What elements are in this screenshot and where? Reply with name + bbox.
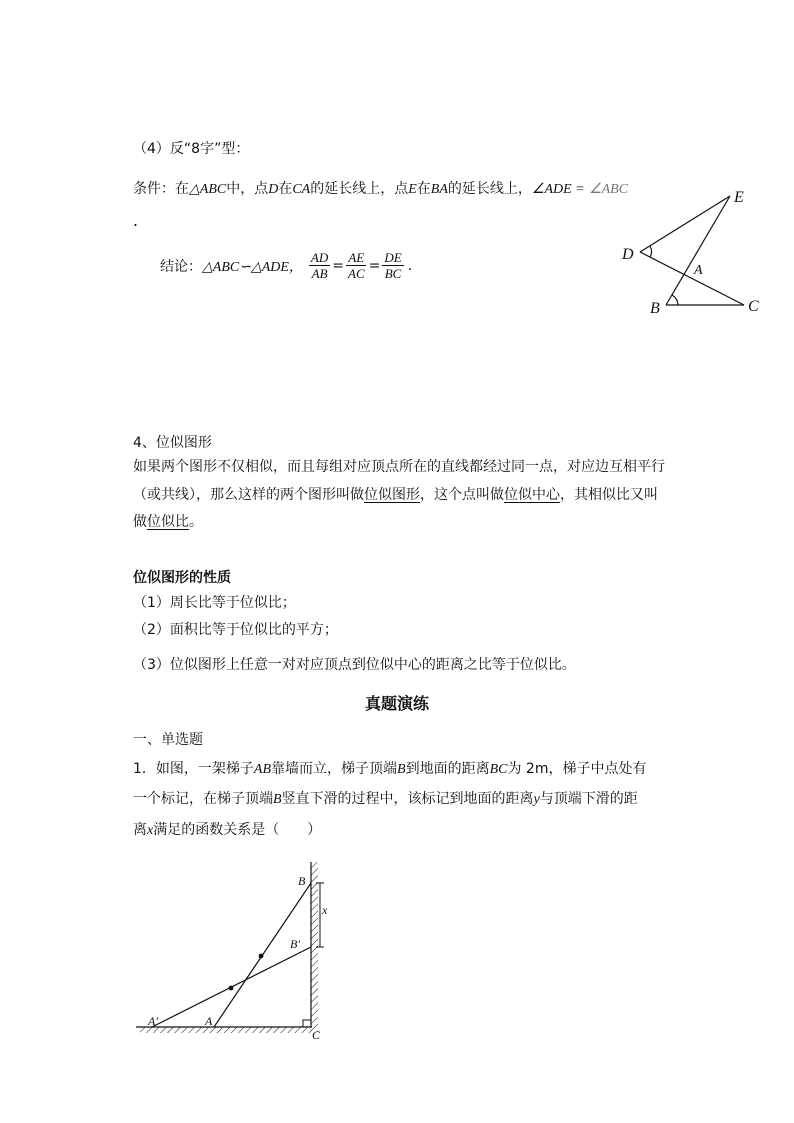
- triangle-abc: △ABC: [189, 182, 227, 197]
- condition-period: .: [133, 211, 139, 230]
- condition-mid: 在: [416, 181, 431, 197]
- label-a: A: [205, 1014, 213, 1028]
- fraction-ad-ab: $\frac{AD}{AB}$: [310, 250, 329, 281]
- equals-sign: =: [332, 257, 344, 274]
- label-a: A: [694, 263, 703, 278]
- term-homothetic-ratio: 位似比: [147, 514, 189, 530]
- midpoint-marker: [259, 954, 264, 959]
- ground-hatch: [140, 1027, 312, 1033]
- homothety-paragraph-line1: 如果两个图形不仅相似，而且每组对应顶点所在的直线都经过同一点，对应边互相平行: [133, 459, 665, 475]
- point-d: D: [268, 182, 279, 197]
- segment-de: [640, 196, 730, 252]
- homothety-title: 4、位似图形: [133, 435, 212, 451]
- similarity-statement: △ABC∽△ADE，: [202, 259, 303, 275]
- segment-ba: BA: [430, 182, 448, 197]
- label-d: D: [622, 246, 634, 263]
- condition-mid: 在: [278, 181, 293, 197]
- properties-title: 位似图形的性质: [133, 570, 231, 586]
- right-angle-mark: [303, 1020, 311, 1027]
- segment-eb: [666, 196, 730, 305]
- point-e: E: [408, 182, 417, 197]
- angle-arc-b: [672, 295, 678, 305]
- condition-text: [133, 180, 629, 199]
- term-homothetic-center: 位似中心: [504, 487, 560, 503]
- conclusion-prefix: 结论：: [160, 258, 202, 275]
- anti-eight-figure: [612, 180, 772, 320]
- condition-mid: 的延长线上，点: [310, 181, 409, 197]
- practice-title: 真题演练: [364, 694, 429, 713]
- label-c: C: [748, 298, 759, 315]
- term-homothetic-figure: 位似图形: [364, 487, 420, 503]
- condition-mid: 中，点: [226, 181, 269, 197]
- fraction-de-bc: $\frac{DE}{BC}$: [384, 250, 402, 281]
- segment-ca: CA: [292, 182, 311, 197]
- section-single-choice: 一、单选题: [133, 732, 203, 748]
- condition-mid: 的延长线上，: [447, 181, 532, 197]
- label-e: E: [734, 189, 744, 206]
- property-item: （1）周长比等于位似比；: [133, 595, 296, 611]
- fraction-ae-ac: $\frac{AE}{AC}$: [348, 250, 365, 281]
- section-heading: （4）反“8字”型：: [133, 141, 250, 157]
- equals-sign: =: [368, 257, 381, 274]
- question-1-line1: 1．如图，一架梯子AB靠墙而立，梯子顶端B到地面的距离BC为 2m，梯子中点处有: [133, 761, 647, 777]
- label-a-prime: A′: [148, 1014, 158, 1028]
- label-b: B: [650, 300, 660, 317]
- angle-arc-d: [650, 246, 651, 257]
- conclusion-line: [160, 250, 412, 281]
- midpoint-marker-moved: [229, 986, 234, 991]
- label-x: x: [322, 903, 328, 917]
- cut-off-formula: ∠ABC: [589, 182, 629, 197]
- property-item: （3）位似图形上任意一对对应顶点到位似中心的距离之比等于位似比。: [133, 657, 576, 673]
- homothety-paragraph-line3: 做位似比。: [133, 514, 203, 530]
- condition-prefix: 条件：在: [133, 181, 189, 197]
- question-1-line3: 离x满足的函数关系是（ ）: [133, 822, 322, 838]
- question-1-line2: 一个标记，在梯子顶端B竖直下滑的过程中，该标记到地面的距离y与顶端下滑的距: [133, 791, 638, 807]
- label-b-prime: B′: [290, 937, 300, 951]
- label-c: C: [312, 1028, 321, 1042]
- ladder-figure: [130, 858, 340, 1043]
- angle-ade: ∠ADE =: [531, 182, 585, 197]
- label-b: B: [298, 874, 306, 888]
- homothety-paragraph-line2: （或共线），那么这样的两个图形叫做位似图形，这个点叫做位似中心，其相似比又叫: [133, 487, 658, 503]
- property-item: （2）面积比等于位似比的平方；: [133, 622, 338, 638]
- conclusion-period: .: [407, 257, 413, 274]
